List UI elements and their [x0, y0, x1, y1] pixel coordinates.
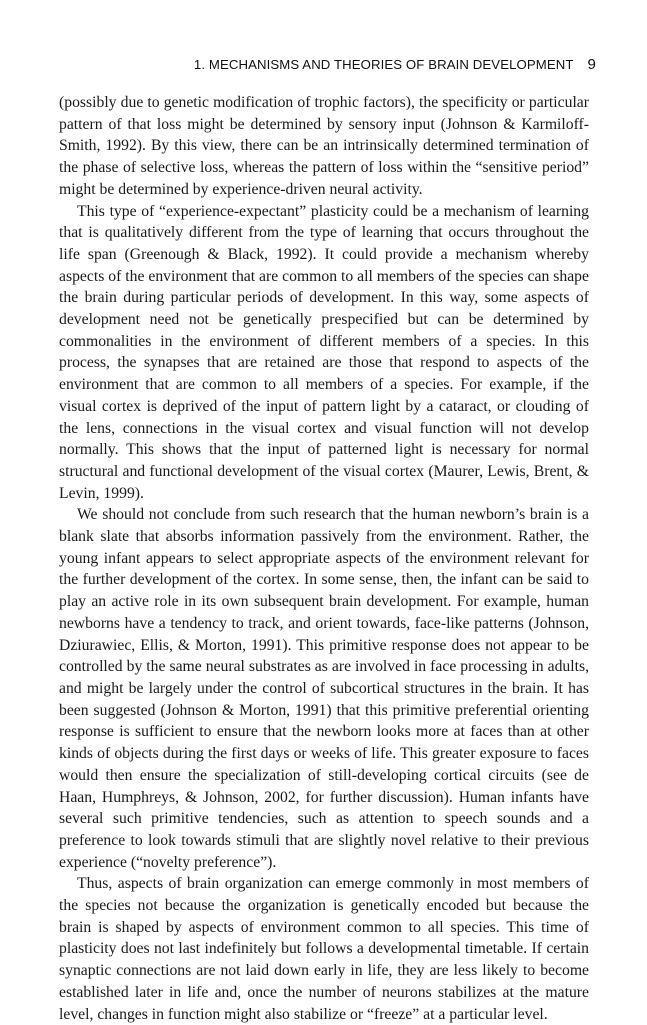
running-head: [194, 56, 596, 73]
paragraph-experience-expectant: This type of “experience-expectant” plasticity could be a mechanism of learning that is qualitatively different from the type of learning that occurs throughout the life span (Greenough & Black, 1992). It could provide a mechanism whereby aspects of the environment that are common to all members of the species can shape the brain during particular periods of development. In this way, some aspects of development need not be genetically prespecified but can be determined by commonalities in the environment of different members of a species. In this process, the synapses that are retained are those that respond to aspects of the environment that are common to all members of a species. For example, if the visual cortex is deprived of the input of pattern light by a cataract, or clouding of the lens, connections in the visual cortex and visual function will not develop normally. This shows that the input of patterned light is necessary for normal structural and functional development of the visual cortex (Maurer, Lewis, Brent, & Levin, 1999).: [59, 202, 589, 502]
page-number: 9: [587, 56, 596, 73]
paragraph-continued: (possibly due to genetic modification of trophic factors), the specificity or particular pattern of that loss might be determined by sensory input (Johnson & Karmiloff-Smith, 1992). By this view, there can be an intrinsically determined termination of the phase of selective loss, whereas the pattern of loss within the “sensitive period” might be determined by experience-driven neural activity.: [59, 94, 589, 198]
chapter-title: 1. MECHANISMS AND THEORIES OF BRAIN DEVELOPMENT: [193, 57, 574, 72]
body-text: [59, 92, 589, 1025]
paragraph-brain-organization: Thus, aspects of brain organization can emerge commonly in most members of the species not because the organization is genetically encoded but because the brain is shaped by aspects of environment common to all species. This time of plasticity does not last indefinitely but follows a developmental timetable. If certain synaptic connections are not laid down early in life, they are less likely to become established later in life and, once the number of neurons stabilizes at the mature level, changes in function might also stabilize or “freeze” at a particular level.: [59, 875, 589, 1023]
paragraph-newborn-brain: We should not conclude from such research that the human newborn’s brain is a blank slate that absorbs information passively from the environment. Rather, the young infant appears to select appropriate aspects of the environment relevant for the further development of the cortex. In some sense, then, the infant can be said to play an active role in its own subsequent brain development. For example, human newborns have a tendency to track, and orient towards, face-like patterns (Johnson, Dziurawiec, Ellis, & Morton, 1991). This primitive response does not appear to be controlled by the same neural substrates as are involved in face processing in adults, and might be largely under the control of subcortical structures in the brain. It has been suggested (Johnson & Morton, 1991) that this primitive preferential orienting response is sufficient to ensure that the newborn looks more at faces than at other kinds of objects during the first days or weeks of life. This greater exposure to faces would then ensure the specialization of still-developing cortical circuits (see de Haan, Humphreys, & Johnson, 2002, for further discussion). Human infants have several such primitive tendencies, such as attention to speech sounds and a preference to look towards stimuli that are slightly novel relative to their previous experience (“novelty preference”).: [59, 506, 589, 871]
